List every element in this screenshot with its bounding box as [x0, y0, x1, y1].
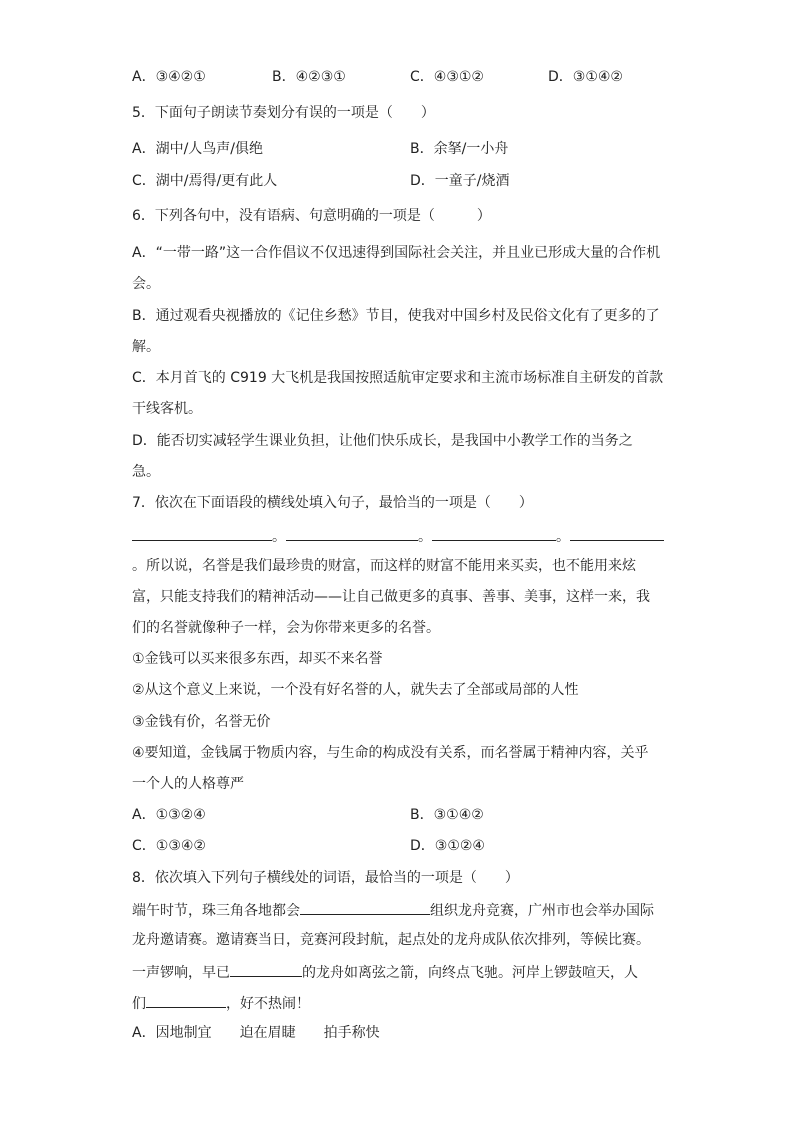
- q7-blank: [432, 526, 556, 541]
- q7-item: ②从这个意义上来说，一个没有好名誉的人，就失去了全部或局部的人性: [132, 682, 579, 698]
- q8-option-a: [132, 1024, 380, 1042]
- q8-option-a-word: A．因地制宜: [132, 1025, 212, 1041]
- q8-option-a-word: 迫在眉睫: [239, 1025, 296, 1041]
- q7-item: 一个人的人格尊严: [132, 776, 244, 792]
- q7-item: ③金钱有价，名誉无价: [132, 714, 271, 730]
- q8-text: 一声锣响，早已: [132, 965, 230, 981]
- q8-blank: [146, 993, 226, 1008]
- q8-line: [132, 962, 638, 982]
- q7-item: ①金钱可以买来很多东西，却买不来名誉: [132, 651, 383, 667]
- q4-option-a: A．③④②①: [132, 69, 206, 85]
- q5-option-a: A．湖中/人鸟声/俱绝: [132, 141, 264, 157]
- q5-option-d: D．一童子/烧酒: [410, 173, 510, 189]
- q7-passage-line: 。所以说，名誉是我们最珍贵的财富，而这样的财富不能用来买卖，也不能用来炫: [132, 558, 636, 574]
- q6-line: A．“一带一路”这一合作倡议不仅迅速得到国际社会关注，并且业已形成大量的合作机: [132, 245, 661, 261]
- q6-line: 会。: [132, 276, 160, 292]
- q8-text: 组织龙舟竞赛，广州市也会举办国际: [430, 903, 654, 919]
- q7-blank: [132, 526, 272, 541]
- q4-option-c: C．④③①②: [410, 69, 484, 85]
- q5-option-b: B．余拏/一小舟: [410, 141, 509, 157]
- q8-text: 们: [132, 996, 146, 1012]
- q8-text: 端午时节，珠三角各地都会: [132, 903, 300, 919]
- q8-text: ，好不热闹！: [226, 996, 310, 1012]
- q5-stem: 5．下面句子朗读节奏划分有误的一项是（ ）: [132, 105, 435, 121]
- q7-blank-sep: 。: [272, 529, 286, 545]
- q7-blank: [286, 526, 418, 541]
- q8-option-a-word: 拍手称快: [323, 1025, 380, 1041]
- q8-blank: [300, 900, 430, 915]
- q7-option-b: B．③①④②: [410, 807, 484, 823]
- q7-blank-sep: 。: [556, 529, 570, 545]
- q8-line: [132, 993, 310, 1013]
- q7-blank-sep: 。: [418, 529, 432, 545]
- q6-line: 解。: [132, 339, 160, 355]
- q7-stem: 7．依次在下面语段的横线处填入句子，最恰当的一项是（ ）: [132, 495, 533, 511]
- q7-passage-line: 富，只能支持我们的精神活动——让自己做更多的真事、善事、美事，这样一来，我: [132, 589, 650, 605]
- q8-stem: 8．依次填入下列句子横线处的词语，最恰当的一项是（ ）: [132, 870, 519, 886]
- q7-blank-line: [132, 526, 664, 546]
- q6-line: D．能否切实减轻学生课业负担，让他们快乐成长，是我国中小教学工作的当务之: [132, 433, 633, 449]
- q6-stem: 6．下列各句中，没有语病、句意明确的一项是（ ）: [132, 208, 491, 224]
- q7-passage-line: 们的名誉就像种子一样，会为你带来更多的名誉。: [132, 620, 440, 636]
- q4-option-b: B．④②③①: [272, 69, 346, 85]
- q5-option-c: C．湖中/焉得/更有此人: [132, 173, 278, 189]
- q6-line: 急。: [132, 464, 160, 480]
- q8-text: 的龙舟如离弦之箭，向终点飞驰。河岸上锣鼓喧天，人: [302, 965, 638, 981]
- q6-line: C．本月首飞的 C919 大飞机是我国按照适航审定要求和主流市场标准自主研发的首款: [132, 370, 664, 386]
- q7-blank: [570, 526, 664, 541]
- q8-line: [132, 900, 654, 920]
- q8-line: 龙舟邀请赛。邀请赛当日，竞赛河段封航，起点处的龙舟成队依次排列，等候比赛。: [132, 932, 650, 948]
- q7-option-c: C．①③④②: [132, 838, 206, 854]
- q4-option-d: D．③①④②: [548, 69, 623, 85]
- q6-line: 干线客机。: [132, 401, 202, 417]
- q7-option-a: A．①③②④: [132, 807, 206, 823]
- q6-line: B．通过观看央视播放的《记住乡愁》节目，使我对中国乡村及民俗文化有了更多的了: [132, 308, 660, 324]
- q7-option-d: D．③①②④: [410, 838, 485, 854]
- q7-item: ④要知道，金钱属于物质内容，与生命的构成没有关系，而名誉属于精神内容，关乎: [132, 745, 649, 761]
- q8-blank: [230, 962, 302, 977]
